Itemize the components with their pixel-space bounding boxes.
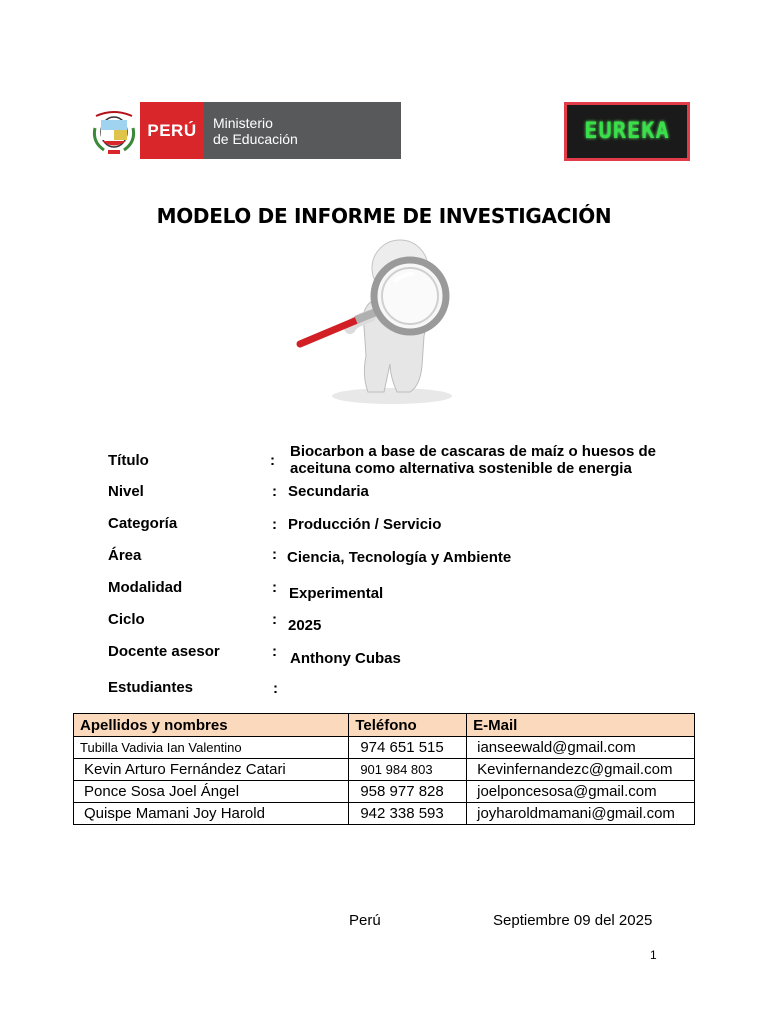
- field-value-area: Ciencia, Tecnología y Ambiente: [287, 549, 512, 566]
- field-colon: :: [272, 643, 277, 660]
- field-label-estudiantes: Estudiantes: [108, 679, 194, 696]
- field-label-categoria: Categoría: [108, 515, 178, 532]
- student-name: Quispe Mamani Joy Harold: [74, 803, 349, 825]
- field-value-titulo-line2: aceituna como alternativa sostenible de energia: [290, 460, 632, 477]
- students-table: [73, 713, 695, 825]
- student-phone: 942 338 593: [349, 803, 467, 825]
- page-number: 1: [650, 948, 657, 962]
- table-row: [74, 759, 695, 781]
- student-email: joelponcesosa@gmail.com: [467, 781, 695, 803]
- eureka-logo: [564, 102, 690, 161]
- field-label-nivel: Nivel: [108, 483, 144, 500]
- ministry-name: [204, 102, 401, 159]
- field-colon: :: [272, 611, 277, 628]
- minedu-logo: [88, 102, 401, 159]
- student-name: Tubilla Vadivia Ian Valentino: [74, 737, 349, 759]
- field-colon: :: [273, 680, 278, 697]
- student-email: ianseewald@gmail.com: [467, 737, 695, 759]
- header-name: Apellidos y nombres: [74, 714, 349, 737]
- peru-label: PERÚ: [140, 102, 204, 159]
- student-phone: 958 977 828: [349, 781, 467, 803]
- footer-place: Perú: [349, 912, 381, 929]
- table-row: [74, 781, 695, 803]
- magnifying-glass-person-icon: [272, 236, 468, 408]
- field-label-docente: Docente asesor: [108, 643, 220, 660]
- field-colon: :: [270, 452, 275, 469]
- ministry-line-1: Ministerio: [213, 114, 273, 131]
- field-colon: :: [272, 483, 277, 500]
- field-label-modalidad: Modalidad: [108, 579, 183, 596]
- field-label-titulo: Título: [108, 452, 149, 469]
- field-value-titulo-line1: Biocarbon a base de cascaras de maíz o huesos de: [290, 443, 656, 460]
- student-name: Ponce Sosa Joel Ángel: [74, 781, 349, 803]
- page-title: MODELO DE INFORME DE INVESTIGACIÓN: [156, 204, 612, 228]
- field-label-area: Área: [108, 547, 142, 564]
- table-header-row: [74, 714, 695, 737]
- field-value-categoria: Producción / Servicio: [288, 516, 442, 533]
- footer-date: Septiembre 09 del 2025: [493, 912, 653, 929]
- field-value-modalidad: Experimental: [289, 585, 384, 602]
- student-email: joyharoldmamani@gmail.com: [467, 803, 695, 825]
- field-label-ciclo: Ciclo: [108, 611, 145, 628]
- field-colon: :: [272, 516, 277, 533]
- table-row: [74, 803, 695, 825]
- header-phone: Teléfono: [349, 714, 467, 737]
- field-colon: :: [272, 546, 277, 563]
- field-value-ciclo: 2025: [288, 617, 322, 634]
- student-email: Kevinfernandezc@gmail.com: [467, 759, 695, 781]
- student-name: Kevin Arturo Fernández Catari: [74, 759, 349, 781]
- field-value-nivel: Secundaria: [288, 483, 369, 500]
- ministry-line-2: de Educación: [213, 130, 298, 147]
- field-colon: :: [272, 579, 277, 596]
- student-phone: 901 984 803: [349, 759, 467, 781]
- student-phone: 974 651 515: [349, 737, 467, 759]
- peru-coat-of-arms-icon: [88, 102, 140, 159]
- field-value-docente: Anthony Cubas: [290, 650, 401, 667]
- field-value-titulo: [290, 443, 656, 477]
- header-email: E-Mail: [467, 714, 695, 737]
- eureka-logo-text: EUREKA: [567, 105, 687, 158]
- table-row: [74, 737, 695, 759]
